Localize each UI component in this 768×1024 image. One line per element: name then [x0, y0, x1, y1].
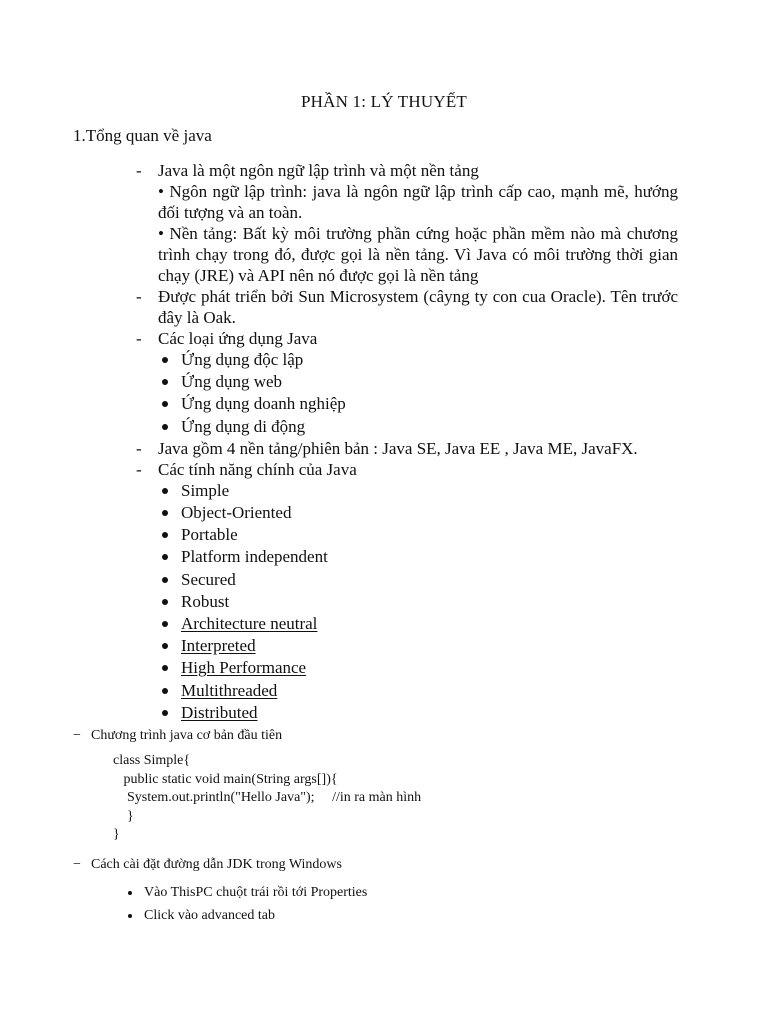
code-line: }: [113, 827, 120, 842]
bullet-icon: [128, 891, 132, 895]
list-item: [158, 635, 678, 657]
list-item-text: Các tính năng chính của Java: [158, 459, 357, 479]
code-line: }: [113, 808, 134, 824]
dash-bullet-icon: -: [136, 287, 142, 306]
list-item-paragraph: • Nền tảng: Bất kỳ môi trường phần cứng hoặc phần mềm nào mà chương trình chạy trong đó, được gọi là nền tảng. Vì Java có môi trường thời gian chạy (JRE) và API nên nó được gọi là nền tảng: [158, 224, 678, 285]
list-item: [158, 657, 678, 679]
jdk-steps-list: [128, 881, 367, 927]
list-item: [158, 702, 678, 724]
list-item: [132, 438, 678, 459]
bullet-icon: [162, 488, 168, 494]
bullet-icon: [162, 401, 168, 407]
dash-bullet-icon: -: [136, 161, 142, 180]
list-item-text: Được phát triển bởi Sun Microsystem (câyng ty con cua Oracle). Tên trước đây là Oak.: [158, 287, 678, 327]
list-item: [158, 480, 678, 502]
code-block: [113, 752, 421, 845]
app-types-list: [158, 349, 678, 438]
bullet-icon: [162, 643, 168, 649]
bullet-text: Ứng dụng web: [181, 372, 283, 392]
list-item: [128, 904, 367, 927]
list-item: [132, 328, 678, 438]
list-item: [158, 680, 678, 702]
section-heading: 1.Tổng quan về java: [73, 126, 212, 145]
bullet-icon: [128, 914, 132, 918]
dash-bullet-icon: −: [73, 857, 81, 872]
bullet-icon: [162, 577, 168, 583]
code-line: System.out.println("Hello Java"); //in ra màn hình: [113, 790, 422, 805]
list-item: [158, 502, 678, 524]
jdk-section-label: Cách cài đặt đường dẫn JDK trong Windows: [91, 857, 342, 872]
bullet-text: Ứng dụng doanh nghiệp: [181, 394, 346, 414]
list-item: [158, 349, 678, 371]
bullet-text: Ứng dụng di động: [181, 416, 306, 436]
bullet-text: Simple: [181, 480, 230, 500]
dash-bullet-icon: -: [136, 438, 142, 458]
bullet-icon: [162, 710, 168, 716]
bullet-text: Architecture neutral: [181, 614, 318, 634]
bullet-icon: [162, 424, 168, 430]
bullet-text: High Performance: [181, 658, 307, 678]
list-item-text: Java gồm 4 nền tảng/phiên bản : Java SE, Java EE , Java ME, JavaFX.: [158, 438, 638, 458]
bullet-icon: [162, 379, 168, 385]
page-title: PHẦN 1: LÝ THUYẾT: [301, 92, 467, 111]
bullet-icon: [162, 621, 168, 627]
features-list: [158, 480, 678, 724]
list-item: [158, 371, 678, 393]
list-item: [128, 881, 367, 904]
bullet-text: Multithreaded: [181, 680, 278, 700]
list-item-paragraph: • Ngôn ngữ lập trình: java là ngôn ngữ lập trình cấp cao, mạnh mẽ, hướng đối tượng và an toàn.: [158, 182, 678, 222]
list-item: [158, 416, 678, 438]
bullet-icon: [162, 532, 168, 538]
dash-bullet-icon: −: [73, 728, 81, 743]
bullet-icon: [162, 554, 168, 560]
list-item: [132, 160, 678, 286]
bullet-text: Interpreted: [181, 636, 256, 656]
bullet-icon: [162, 599, 168, 605]
list-item: [132, 286, 678, 328]
list-item: [158, 569, 678, 591]
bullet-text: Portable: [181, 525, 238, 545]
overview-list: [132, 160, 678, 724]
list-item: [132, 459, 678, 724]
list-item: [158, 591, 678, 613]
bullet-text: Distributed: [181, 702, 258, 722]
bullet-text: Platform independent: [181, 547, 328, 567]
bullet-text: Ứng dụng độc lập: [181, 350, 304, 369]
dash-bullet-icon: -: [136, 329, 142, 348]
list-item: [158, 546, 678, 568]
bullet-icon: [162, 665, 168, 671]
list-item: [158, 613, 678, 635]
bullet-icon: [162, 510, 168, 516]
bullet-text: Secured: [181, 569, 236, 589]
bullet-text: Robust: [181, 591, 230, 611]
bullet-text: Vào ThisPC chuột trái rồi tới Properties: [144, 885, 368, 900]
dash-bullet-icon: -: [136, 459, 142, 479]
list-item-text: Java là một ngôn ngữ lập trình và một nền tảng: [158, 161, 479, 180]
bullet-icon: [162, 357, 168, 363]
bullet-icon: [162, 688, 168, 694]
bullet-text: Click vào advanced tab: [144, 908, 276, 923]
list-item: [158, 393, 678, 415]
list-item: [158, 524, 678, 546]
code-line: public static void main(String args[]){: [113, 771, 338, 787]
code-line: class Simple{: [113, 753, 191, 768]
bullet-text: Object-Oriented: [181, 503, 292, 523]
program-section-label: Chương trình java cơ bản đầu tiên: [91, 728, 283, 743]
list-item-text: Các loại ứng dụng Java: [158, 329, 318, 348]
